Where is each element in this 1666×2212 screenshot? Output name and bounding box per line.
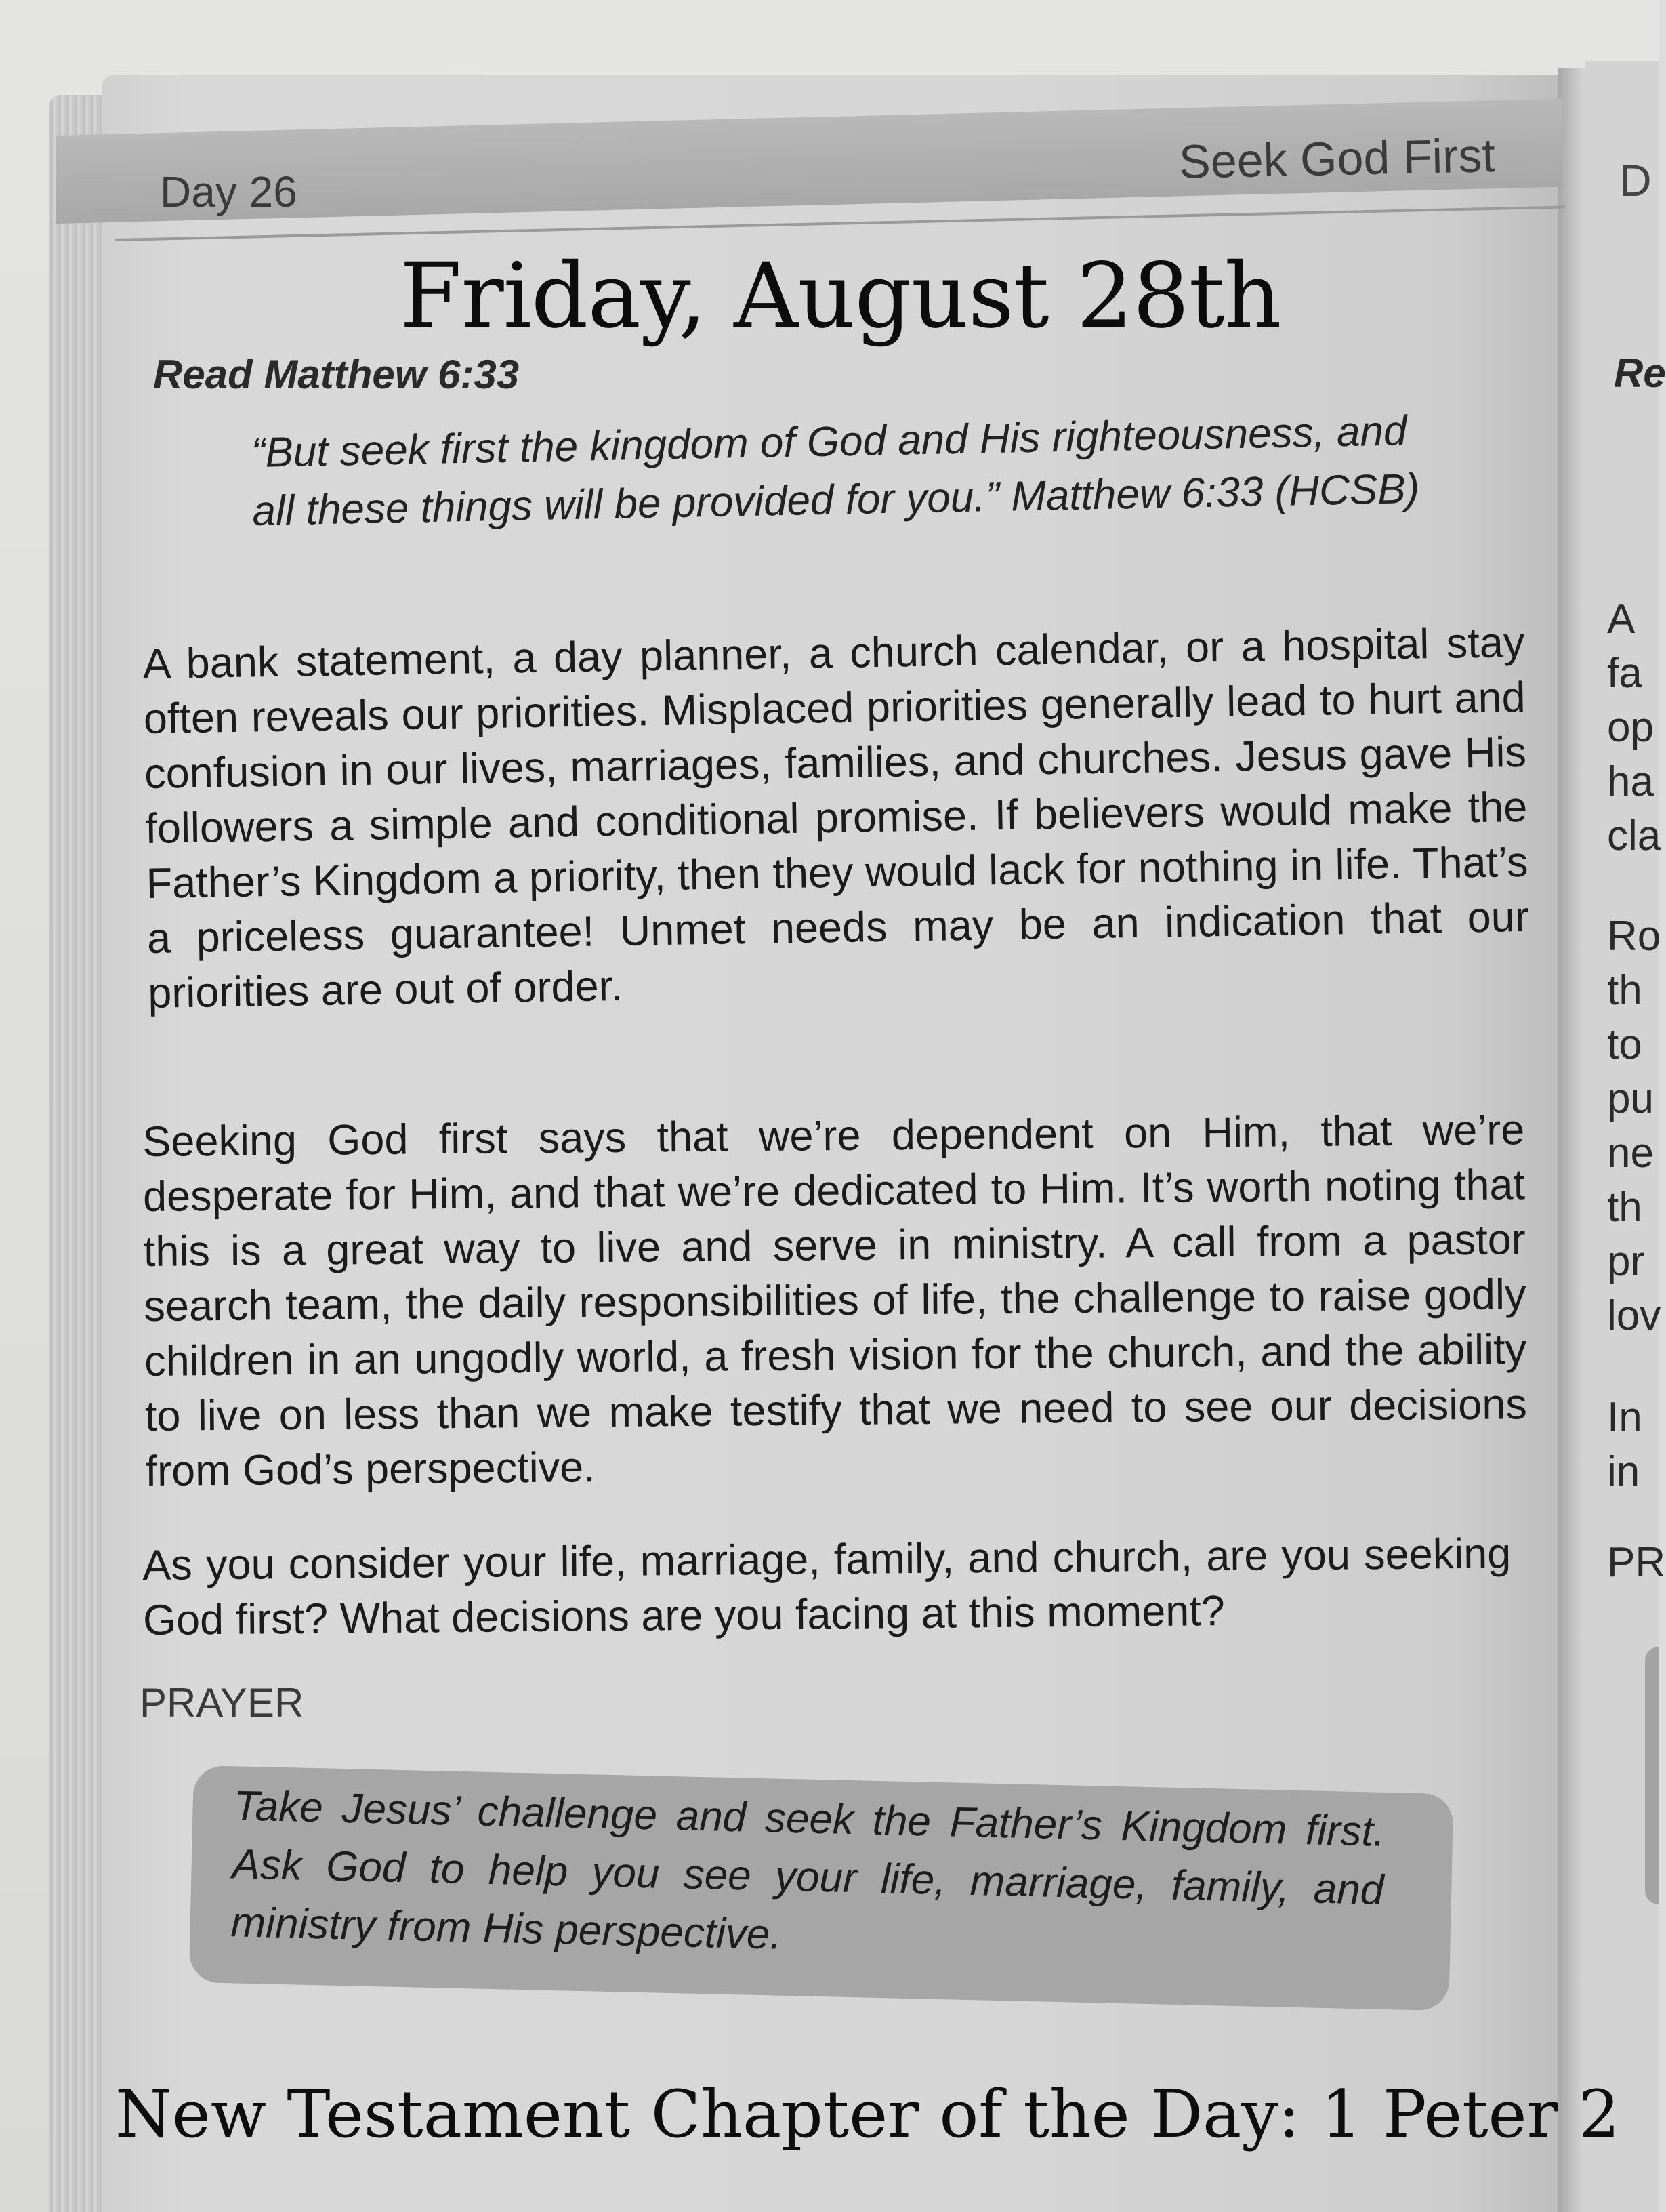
prayer-text: Take Jesus’ challenge and seek the Father’s Kingdom first. Ask God to help you see your life, marriage, family, and ministry from His perspective.	[230, 1782, 1386, 1959]
facing-page-line: fa	[1607, 650, 1642, 697]
facing-page-line: th	[1607, 1184, 1642, 1231]
prayer-heading: PRAYER	[140, 1680, 304, 1725]
scripture-quote: “But seek first the kingdom of God and His righteousness, and all these things will be provided for you.” Matthew 6:33 (HCSB)	[251, 407, 1420, 535]
prayer-box	[189, 1765, 1454, 2011]
section-title: Seek God First	[1178, 129, 1496, 188]
facing-page-line: A	[1607, 596, 1636, 642]
body-paragraph-3: As you consider your life, marriage, family, and church, are you seeking God first? What decisions are you facing at this moment?	[142, 1530, 1512, 1644]
body-paragraph-1: A bank statement, a day planner, a church calendar, or a hospital stay often reveals our priorities. Misplaced priorities generally lead to hurt and confusion in our lives, marriages, families, and churches. Jesus gave His followers a simple and conditional promise. If believers would make the Father’s Kingdom a priority, then they would lack for nothing in life. That’s a priceless guarantee! Unmet needs may be an indication that our priorities are out of order.	[142, 618, 1530, 1017]
facing-page-line: PR	[1607, 1539, 1666, 1586]
facing-page-line: op	[1607, 704, 1654, 751]
facing-page-header: D	[1619, 155, 1652, 205]
page-title: Friday, August 28th	[400, 244, 1281, 348]
facing-page-line: lov	[1607, 1292, 1661, 1339]
facing-page-line: to	[1607, 1021, 1642, 1068]
chapter-of-the-day: New Testament Chapter of the Day: 1 Peter 2	[115, 2076, 1620, 2152]
facing-reading-reference: Re	[1614, 350, 1666, 396]
day-number: Day 26	[160, 167, 297, 216]
facing-page-line: ne	[1607, 1130, 1654, 1176]
reading-reference: Read Matthew 6:33	[153, 352, 520, 397]
body-paragraph-2: Seeking God first says that we’re dependent on Him, that we’re desperate for Him, and that we’re dedicated to Him. It’s worth noting that this is a great way to live and serve in ministry. A call from a pastor search team, the daily responsibilities of life, the challenge to raise godly children in an ungodly world, a fresh vision for the church, and the ability to live on less than we make testify that we need to see our decisions from God’s perspective.	[142, 1106, 1528, 1495]
facing-page-line: pu	[1607, 1076, 1654, 1122]
facing-page-line: cla	[1607, 813, 1661, 859]
facing-page-line: pr	[1607, 1238, 1645, 1285]
facing-page-line: Ro	[1607, 913, 1661, 960]
facing-prayer-box-edge	[1645, 1647, 1659, 1904]
facing-page-line: In	[1607, 1394, 1642, 1441]
facing-page-line: in	[1607, 1448, 1640, 1495]
facing-page-line: th	[1607, 967, 1642, 1014]
facing-page-line: ha	[1607, 758, 1654, 805]
